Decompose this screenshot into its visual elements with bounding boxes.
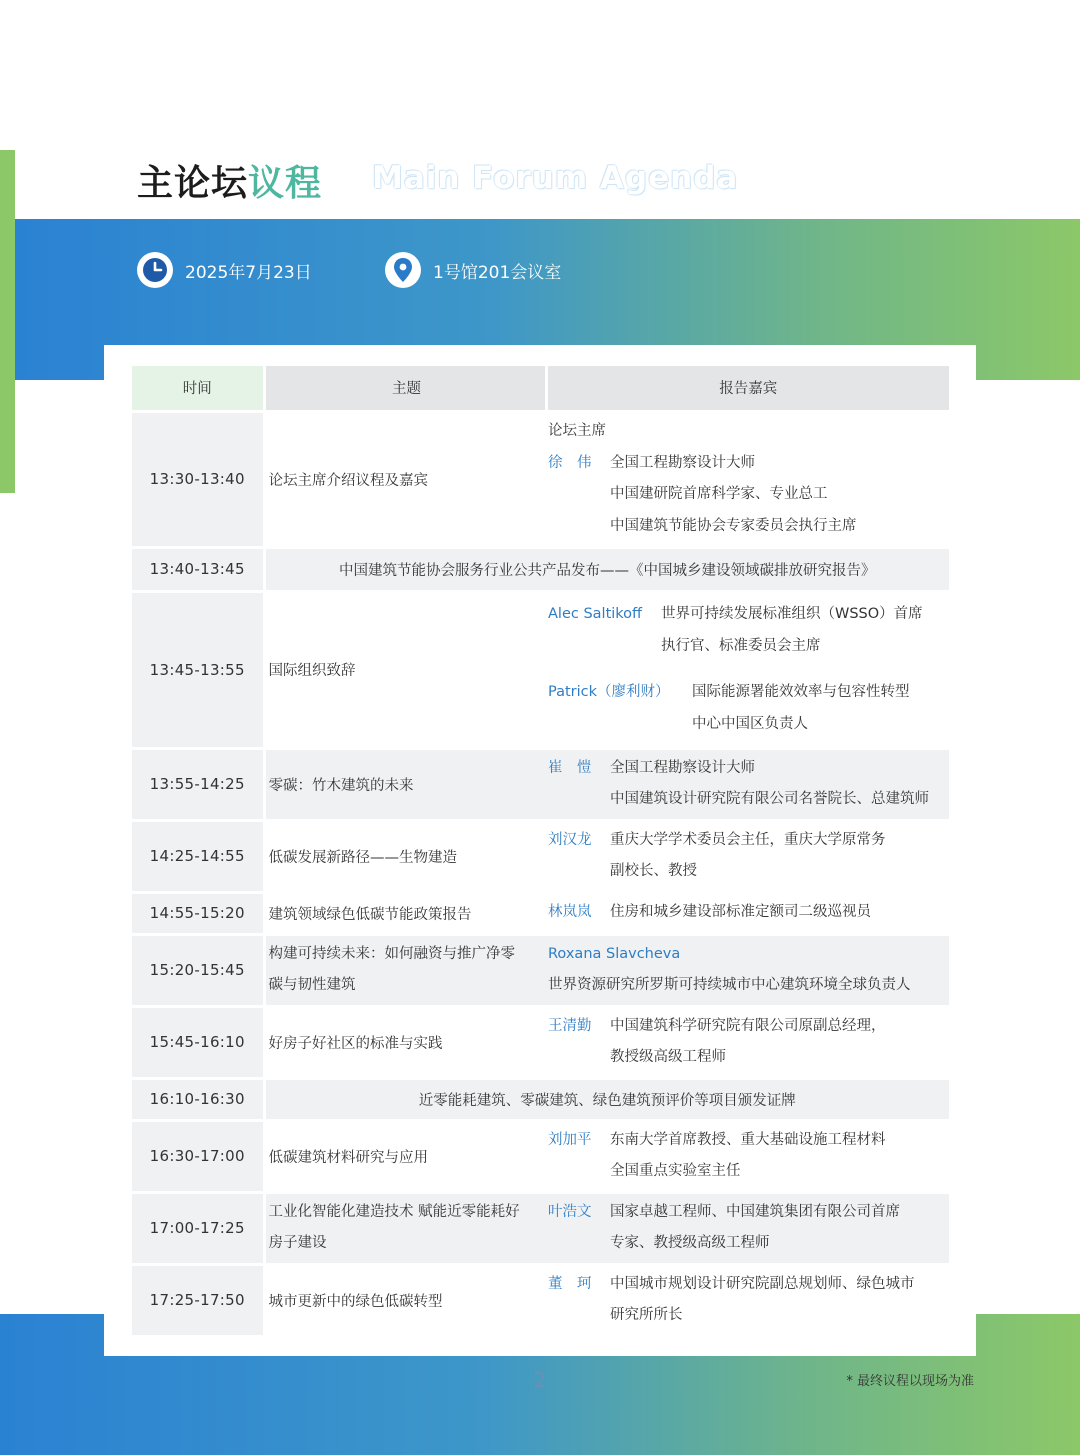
speaker-title: 中国城市规划设计研究院副总规划师、绿色城市 (610, 1275, 915, 1292)
table-row (132, 1078, 949, 1120)
left-accent-bar (0, 150, 15, 493)
row-time: 14:25-14:55 (149, 847, 245, 865)
table-row (132, 820, 949, 892)
header-topic: 主题 (264, 366, 546, 411)
speaker-name: 王清勤 (548, 1017, 592, 1034)
speaker-name: 刘汉龙 (548, 831, 592, 848)
table-row (132, 547, 949, 591)
speaker-title: 执行官、标准委员会主席 (661, 637, 821, 654)
table-row (132, 1264, 949, 1336)
speaker-title: 世界可持续发展标准组织（WSSO）首席 (661, 606, 923, 622)
row-topic-line: 工业化智能化建造技术 赋能近零能耗好 (268, 1204, 520, 1220)
table-row (132, 591, 949, 748)
location-text: 1号馆201会议室 (433, 262, 562, 283)
speaker-title: 住房和城乡建设部标准定额司二级巡视员 (610, 904, 871, 921)
speaker-title: 专家、教授级高级工程师 (610, 1235, 770, 1251)
table-row (132, 748, 949, 820)
speaker-title: 国家卓越工程师、中国建筑集团有限公司首席 (610, 1203, 900, 1220)
title-main: 主论坛 (137, 162, 249, 204)
speaker-title: 全国工程勘察设计大师 (610, 454, 755, 471)
speaker-title: 中国建研院首席科学家、专业总工 (610, 486, 828, 502)
row-topic-line: 房子建设 (268, 1235, 327, 1251)
row-time: 14:55-15:20 (149, 904, 245, 922)
title-english: Main Forum Agenda (372, 160, 739, 196)
row-topic: 论坛主席介绍议程及嘉宾 (264, 411, 546, 547)
row-span-topic: 中国建筑节能协会服务行业公共产品发布——《中国城乡建设领域碳排放研究报告》 (264, 547, 949, 591)
speaker-title: 中心中国区负责人 (692, 715, 808, 732)
speaker-name: 董 珂 (548, 1275, 592, 1292)
date-text: 2025年7月23日 (185, 262, 312, 283)
speaker-name: Patrick（廖利财） (548, 684, 670, 700)
row-topic: 城市更新中的绿色低碳转型 (264, 1264, 546, 1336)
table-row (132, 1120, 949, 1192)
clock-icon (137, 252, 173, 288)
table-row (132, 1192, 949, 1264)
speaker-title: 研究所所长 (610, 1307, 683, 1323)
speaker-name: 叶浩文 (548, 1203, 592, 1220)
speaker-title: 重庆大学学术委员会主任，重庆大学原常务 (610, 831, 886, 848)
row-topic: 好房子好社区的标准与实践 (264, 1006, 546, 1078)
row-topic: 零碳：竹木建筑的未来 (264, 748, 546, 820)
table-row (132, 934, 949, 1006)
row-topic-line: 构建可持续未来：如何融资与推广净零 (268, 946, 515, 962)
row-time: 13:45-13:55 (149, 660, 245, 679)
speaker-title: 东南大学首席教授、重大基础设施工程材料 (610, 1131, 886, 1148)
row-span-topic: 近零能耗建筑、零碳建筑、绿色建筑预评价等项目颁发证牌 (264, 1078, 949, 1120)
speaker-title: 世界资源研究所罗斯可持续城市中心建筑环境全球负责人 (548, 977, 911, 993)
row-time: 13:40-13:45 (149, 560, 245, 578)
location-pin-icon (385, 252, 421, 288)
row-topic: 低碳建筑材料研究与应用 (264, 1120, 546, 1192)
date-info (137, 252, 312, 288)
speaker-role: 论坛主席 (548, 423, 606, 439)
agenda-table (132, 366, 949, 1338)
row-time: 16:30-17:00 (149, 1147, 245, 1165)
table-header-row (132, 366, 949, 411)
page-number: 2 (533, 1368, 547, 1392)
speaker-name: 崔 愷 (548, 759, 592, 776)
speaker-name: 刘加平 (548, 1131, 592, 1148)
title-accent: 议程 (248, 162, 323, 204)
row-time: 15:45-16:10 (149, 1033, 245, 1051)
row-topic-line: 碳与韧性建筑 (268, 977, 356, 993)
row-topic: 建筑领域绿色低碳节能政策报告 (264, 892, 546, 934)
row-time: 17:00-17:25 (149, 1219, 245, 1237)
speaker-title: 全国重点实验室主任 (610, 1163, 741, 1179)
row-time: 15:20-15:45 (149, 961, 245, 979)
row-time: 16:10-16:30 (149, 1090, 245, 1108)
row-topic: 国际组织致辞 (264, 591, 546, 748)
table-row (132, 1006, 949, 1078)
header-time: 时间 (132, 366, 264, 411)
table-row (132, 892, 949, 934)
row-time: 13:30-13:40 (149, 470, 245, 488)
speaker-name: 徐 伟 (548, 454, 592, 471)
location-info (385, 252, 561, 288)
footnote: * 最终议程以现场为准 (846, 1374, 974, 1389)
speaker-title: 中国建筑节能协会专家委员会执行主席 (610, 517, 857, 534)
speaker-title: 国际能源署能效效率与包容性转型 (692, 684, 910, 700)
header-speaker: 报告嘉宾 (546, 366, 949, 411)
speaker-title: 中国建筑设计研究院有限公司名誉院长、总建筑师 (610, 791, 929, 807)
speaker-name: Roxana Slavcheva (548, 945, 681, 962)
row-time: 13:55-14:25 (149, 775, 245, 793)
speaker-name: 林岚岚 (548, 904, 592, 921)
speaker-title: 全国工程勘察设计大师 (610, 759, 755, 776)
speaker-title: 教授级高级工程师 (610, 1049, 726, 1065)
speaker-title: 中国建筑科学研究院有限公司原副总经理， (610, 1017, 886, 1034)
row-topic: 低碳发展新路径——生物建造 (264, 820, 546, 892)
table-row (132, 411, 949, 547)
page-title (137, 154, 322, 206)
speaker-name: Alec Saltikoff (548, 606, 643, 622)
speaker-title: 副校长、教授 (610, 863, 697, 879)
row-time: 17:25-17:50 (149, 1291, 245, 1309)
